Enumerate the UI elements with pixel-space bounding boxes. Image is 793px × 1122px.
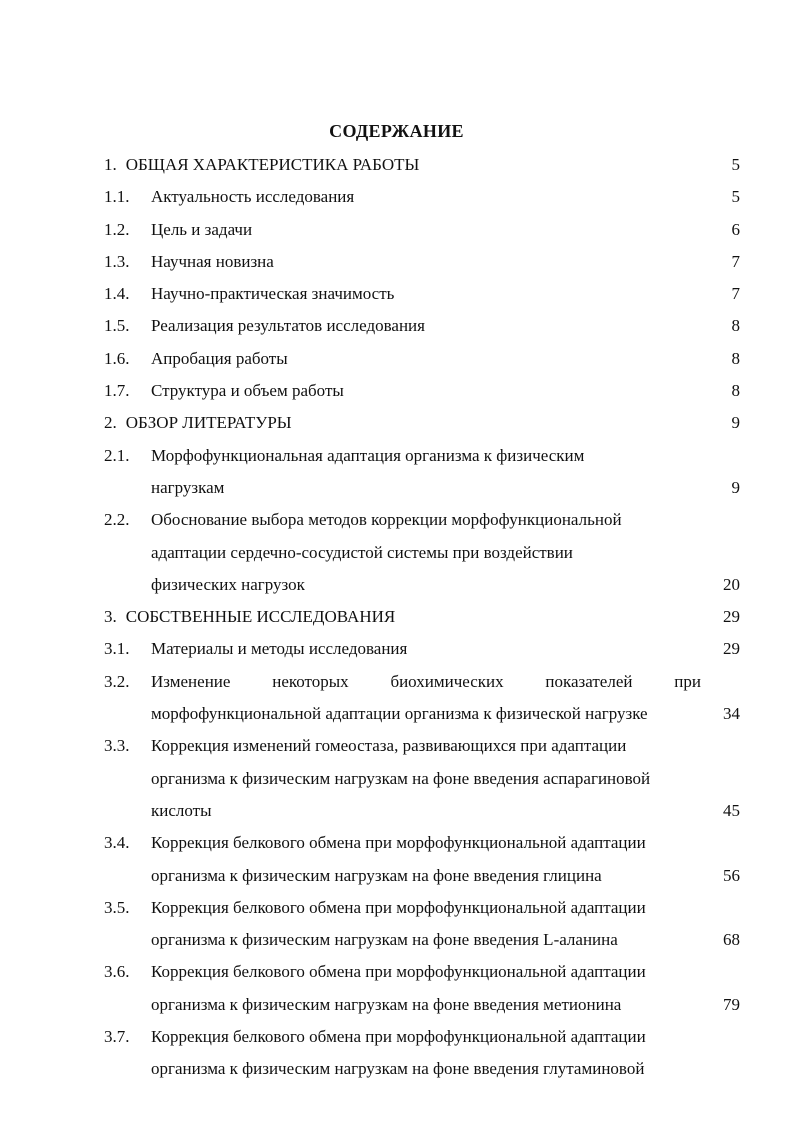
toc-line: [104, 504, 744, 536]
toc-line: [104, 666, 744, 698]
toc-page-number: 9: [731, 477, 740, 497]
toc-section-heading: [104, 149, 419, 181]
toc-line: [104, 763, 744, 795]
toc-line: [104, 246, 744, 278]
toc-line: [104, 569, 744, 601]
toc-entry: [104, 1021, 744, 1086]
toc-number: 3.4.: [104, 833, 130, 853]
toc-entry: [104, 504, 744, 601]
toc-number: 1.7.: [104, 381, 130, 401]
table-of-contents: [104, 149, 744, 1086]
toc-title: ОБЗОР ЛИТЕРАТУРЫ: [125, 413, 292, 433]
toc-number: 1.5.: [104, 316, 130, 336]
toc-line: [104, 892, 744, 924]
toc-line: [104, 633, 744, 665]
toc-page-number: 29: [723, 607, 740, 627]
toc-title: Коррекция белкового обмена при морфофункциональной адаптации: [151, 1027, 646, 1047]
toc-number: 2.: [104, 413, 117, 433]
toc-page-number: 56: [723, 865, 740, 885]
toc-page-number: 68: [723, 930, 740, 950]
toc-line: [104, 310, 744, 342]
toc-line: [104, 1053, 744, 1085]
toc-page-number: 8: [731, 381, 740, 401]
toc-title-continuation: физических нагрузок: [151, 574, 305, 594]
toc-title: Научная новизна: [151, 251, 274, 271]
toc-page-number: 29: [723, 639, 740, 659]
toc-number: 3.6.: [104, 962, 130, 982]
toc-title: Научно-практическая значимость: [151, 284, 395, 304]
toc-line: [104, 407, 744, 439]
toc-line: [104, 1021, 744, 1053]
toc-page-number: 20: [723, 574, 740, 594]
toc-number: 1.6.: [104, 348, 130, 368]
toc-line: [104, 827, 744, 859]
toc-page-number: 8: [731, 348, 740, 368]
toc-line: [104, 860, 744, 892]
toc-number: 3.2.: [104, 671, 130, 691]
toc-page-number: 7: [731, 284, 740, 304]
toc-number: 1.1.: [104, 187, 130, 207]
toc-entry: [104, 666, 744, 731]
toc-title-continuation: кислоты: [151, 800, 212, 820]
toc-line: [104, 989, 744, 1021]
toc-entry: [104, 956, 744, 1021]
toc-page-number: 79: [723, 994, 740, 1014]
toc-line: [104, 278, 744, 310]
toc-page-number: 8: [731, 316, 740, 336]
toc-line: [104, 181, 744, 213]
toc-number: 3.5.: [104, 897, 130, 917]
toc-title: ОБЩАЯ ХАРАКТЕРИСТИКА РАБОТЫ: [125, 155, 420, 174]
toc-number: 3.: [104, 607, 117, 627]
toc-entry: [104, 375, 744, 407]
toc-entry: [104, 407, 744, 439]
toc-line: [104, 149, 744, 181]
toc-line: [104, 956, 744, 988]
toc-title: Цель и задачи: [151, 219, 253, 239]
toc-number: 2.2.: [104, 510, 130, 530]
toc-line: [104, 924, 744, 956]
toc-page-number: 45: [723, 800, 740, 820]
toc-entry: [104, 310, 744, 342]
toc-entry: [104, 440, 744, 505]
toc-title: Коррекция изменений гомеостаза, развивающихся при адаптации: [151, 736, 627, 756]
toc-number: 1.3.: [104, 251, 130, 271]
toc-number: 2.1.: [104, 445, 130, 465]
page-title: СОДЕРЖАНИЕ: [329, 121, 464, 141]
toc-entry: [104, 149, 744, 181]
toc-line: [104, 375, 744, 407]
toc-number: 3.1.: [104, 639, 130, 659]
toc-page-number: 7: [731, 251, 740, 271]
toc-line: [104, 795, 744, 827]
toc-line: [104, 730, 744, 762]
toc-entry: [104, 892, 744, 957]
toc-title-continuation: нагрузкам: [151, 477, 225, 497]
toc-line: [104, 472, 744, 504]
toc-title: Коррекция белкового обмена при морфофункциональной адаптации: [151, 833, 646, 853]
toc-title-continuation: морфофункциональной адаптации организма к физической нагрузке: [151, 704, 648, 724]
toc-entry: [104, 214, 744, 246]
toc-title-continuation: организма к физическим нагрузкам на фоне введения глицина: [151, 865, 602, 885]
toc-title: Материалы и методы исследования: [151, 639, 408, 659]
toc-page-number: 5: [731, 187, 740, 207]
toc-line: [104, 537, 744, 569]
toc-page-number: 9: [731, 413, 740, 433]
toc-section-heading: [104, 407, 292, 439]
toc-title: Структура и объем работы: [151, 381, 344, 401]
toc-entry: [104, 730, 744, 827]
toc-section-heading: [104, 601, 395, 633]
toc-line: [104, 698, 744, 730]
toc-line: [104, 601, 744, 633]
toc-line: [104, 343, 744, 375]
toc-title: Морфофункциональная адаптация организма к физическим: [151, 445, 585, 465]
toc-entry: [104, 633, 744, 665]
toc-title-continuation: организма к физическим нагрузкам на фоне введения метионина: [151, 994, 622, 1014]
toc-entry: [104, 827, 744, 892]
toc-entry: [104, 601, 744, 633]
toc-title: Реализация результатов исследования: [151, 316, 425, 336]
toc-number: 1.2.: [104, 219, 130, 239]
toc-title-continuation: организма к физическим нагрузкам на фоне введения L-аланина: [151, 930, 618, 950]
toc-line: [104, 440, 744, 472]
toc-title: Актуальность исследования: [151, 187, 355, 207]
toc-title-continuation: организма к физическим нагрузкам на фоне введения глутаминовой: [151, 1059, 645, 1079]
toc-page-number: 5: [731, 155, 740, 174]
toc-line: [104, 214, 744, 246]
toc-title: Апробация работы: [151, 348, 288, 368]
toc-title: Обоснование выбора методов коррекции морфофункциональной: [151, 510, 622, 530]
toc-page-number: 34: [723, 704, 740, 724]
toc-title: СОБСТВЕННЫЕ ИССЛЕДОВАНИЯ: [125, 607, 396, 627]
toc-title: Коррекция белкового обмена при морфофункциональной адаптации: [151, 897, 646, 917]
toc-number: 3.7.: [104, 1027, 130, 1047]
toc-entry: [104, 343, 744, 375]
toc-entry: [104, 246, 744, 278]
toc-number: 3.3.: [104, 736, 130, 756]
toc-page-number: 6: [731, 219, 740, 239]
toc-title-continuation: адаптации сердечно-сосудистой системы при воздействии: [151, 542, 573, 562]
toc-entry: [104, 181, 744, 213]
toc-number: 1.: [104, 155, 117, 174]
toc-title: Коррекция белкового обмена при морфофункциональной адаптации: [151, 962, 646, 982]
toc-number: 1.4.: [104, 284, 130, 304]
toc-title-continuation: организма к физическим нагрузкам на фоне введения аспарагиновой: [151, 768, 651, 788]
toc-title: Изменение некоторых биохимических показателей при: [151, 671, 701, 691]
toc-entry: [104, 278, 744, 310]
